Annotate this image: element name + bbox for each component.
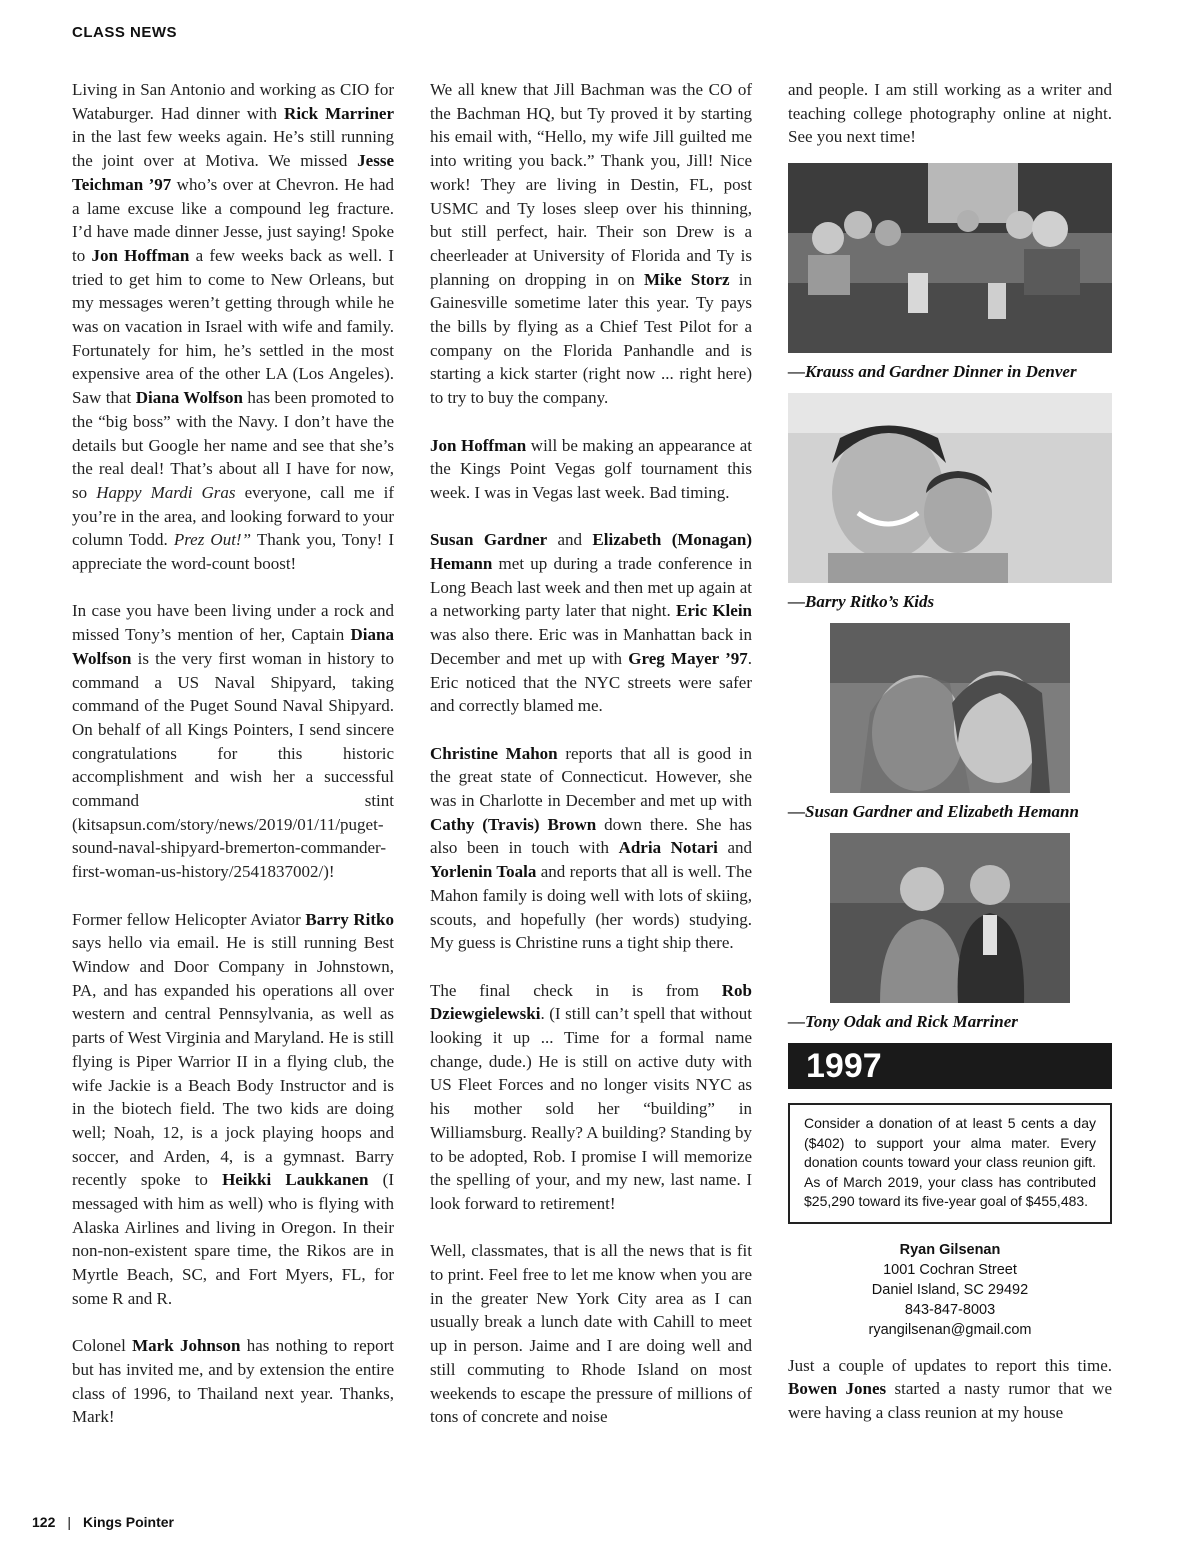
text-run: . (I still can’t spell that without looking it up ... Time for a formal name change, dude.) He is still on active duty with US Fleet Forces and no longer visits NYC as his mother sold her “building” in Williamsburg. Really? A building? Standing by to be adopted, Rob. I promise I will memorize the spelling of your, and my new, last name. I look forward to retirement! <box>430 1004 752 1213</box>
publication-name: Kings Pointer <box>83 1514 175 1530</box>
text-run: Former fellow Helicopter Aviator <box>72 909 306 929</box>
photo-caption: —Tony Odak and Rick Marriner <box>788 1012 1018 1032</box>
paragraph <box>430 742 752 955</box>
photo-caption: —Barry Ritko’s Kids <box>788 592 935 612</box>
name-highlight: Mike Storz <box>643 269 730 289</box>
contact-street: 1001 Cochran Street <box>883 1261 1017 1278</box>
photo-dinner-group <box>788 163 1112 353</box>
name-highlight: Diana Wolfson <box>72 625 394 668</box>
text-run: and <box>547 530 593 550</box>
contact-phone: 843-847-8003 <box>904 1301 996 1318</box>
contact-city: Daniel Island, SC 29492 <box>871 1281 1029 1298</box>
paragraph <box>788 78 1112 149</box>
article-column-2 <box>430 78 752 1429</box>
class-year-banner: 1997 <box>788 1043 1112 1089</box>
text-run: has nothing to report but has invited me, and by extension the entire class of 1996, to Thailand next year. Thanks, Mark! <box>72 1336 394 1427</box>
photo-tony-rick <box>830 833 1070 1003</box>
section-label: CLASS NEWS <box>72 24 178 41</box>
name-highlight: Yorlenin Toala <box>430 862 537 882</box>
text-run: Colonel <box>72 1336 133 1356</box>
text-run: and people. I am still working as a writer and teaching college photography online at night. See you next time! <box>788 80 1112 147</box>
photo-caption: —Krauss and Gardner Dinner in Denver <box>788 362 1077 382</box>
page-number: 122 <box>32 1514 56 1530</box>
text-run: in Gainesville sometime later this year. Ty pays the bills by flying as a Chief Test Pilot for a company on the Florida Panhandle and is starting a kick starter (right now ... right here) to try to buy the company. <box>430 269 752 408</box>
text-run: down there. She has also been in touch with <box>430 814 752 858</box>
paragraph <box>430 434 752 505</box>
text-run: Just a couple of updates to report this time. <box>788 1355 1112 1375</box>
name-highlight: Heikki Laukkanen <box>222 1170 369 1190</box>
donation-box: Consider a donation of at least 5 cents a day ($402) to support your alma mater. Every donation counts toward your class reunion gift. As of March 2019, your class has contributed $25,290 toward its five-year goal of $455,483. <box>788 1103 1112 1224</box>
name-highlight: Bowen Jones <box>788 1379 887 1399</box>
text-run: says hello via email. He is still running Best Window and Door Company in Johnstown, PA, and has expanded his operations all over western and central Pennsylvania, as well as parts of West Virginia and Maryland. He is still flying is Piper Warrior II in a flying club, the wife Jackie is a Beach Body Instructor and is in the biotech field. The two kids are doing well; Noah, 12, is a jock playing hoops and soccer, and Arden, 4, is a gymnast. Barry recently spoke to <box>72 933 394 1190</box>
paragraph <box>72 1334 394 1429</box>
name-highlight: Eric Klein <box>675 601 753 621</box>
name-highlight: Barry Ritko <box>305 909 395 929</box>
text-run: has been promoted to the “big boss” with the Navy. I don’t have the details but Google her name and see that she’s the real deal! That’s about all I have for now, so <box>72 388 394 502</box>
photo-kids <box>788 393 1112 583</box>
text-run: is the very first woman in history to command a US Naval Shipyard, taking command of the Puget Sound Naval Shipyard. On behalf of all Kings Pointers, I send sincere congratulations for this historic accomplishment and wish her a successful command stint (kitsapsun.com/story/news/2019/01/11/puget-sound-naval-shipyard-bremerton-commander-first-woman-us-history/2541837002/)! <box>72 648 394 882</box>
name-highlight: Elizabeth (Monagan) Hemann <box>430 530 752 574</box>
paragraph <box>72 78 394 576</box>
text-run: met up during a trade conference in Long Beach last week and then met up again at a networking party later that night. <box>430 554 752 621</box>
text-run: was also there. Eric was in Manhattan back in December and met up with <box>430 625 752 668</box>
text-run: . Eric noticed that the NYC streets were safer and correctly blamed me. <box>430 648 752 716</box>
text-run: in the last few weeks again. He’s still running the joint over at Motiva. We missed <box>72 127 394 171</box>
text-run: a few weeks back as well. I tried to get him to come to New Orleans, but my messages weren’t getting through while he was on vacation in Israel with wife and family. Fortunately for him, he’s settled in the most expensive area of the other LA (Los Angeles). Saw that <box>72 245 394 408</box>
name-highlight: Greg Mayer ’97 <box>628 648 748 668</box>
italic-phrase: Happy Mardi Gras <box>96 482 236 502</box>
text-run: and <box>717 838 752 858</box>
name-highlight: Jesse Teichman ’97 <box>72 151 394 194</box>
text-run: and reports that all is well. The Mahon family is doing well with lots of skiing, scouts, and hopefully (her words) studying. My guess is Christine runs a tight ship there. <box>430 862 752 953</box>
name-highlight: Mark Johnson <box>132 1336 241 1356</box>
text-run: In case you have been living under a rock and missed Tony’s mention of her, Captain <box>72 601 394 645</box>
name-highlight: Adria Notari <box>618 838 718 858</box>
text-run: Well, classmates, that is all the news that is fit to print. Feel free to let me know when you are in the greater New York City area as I can usually break a lunch date with Cahill to meet up in person. Jaime and I are doing well and still commuting to Rhode Island on most weekends to escape the pressure of millions of tons of concrete and noise <box>430 1241 752 1427</box>
footer-separator: | <box>67 1514 71 1530</box>
paragraph <box>788 1354 1112 1425</box>
italic-phrase: Prez Out!” <box>173 530 252 550</box>
text-run: Living in San Antonio and working as CIO for Wataburger. Had dinner with <box>72 80 394 123</box>
paragraph <box>72 599 394 883</box>
text-run: started a nasty rumor that we were having a class reunion at my house <box>788 1379 1113 1423</box>
name-highlight: Jon Hoffman <box>430 435 527 455</box>
name-highlight: Christine Mahon <box>430 743 558 763</box>
article-column-1 <box>72 78 394 1453</box>
name-highlight: Cathy (Travis) Brown <box>430 814 597 834</box>
contact-name: Ryan Gilsenan <box>899 1241 1001 1258</box>
class-contact <box>788 1240 1112 1340</box>
article-column-3 <box>788 78 1112 1425</box>
paragraph <box>430 979 752 1216</box>
paragraph <box>430 78 752 410</box>
page-footer <box>32 1514 174 1530</box>
photo-caption: —Susan Gardner and Elizabeth Hemann <box>788 802 1079 822</box>
paragraph <box>72 908 394 1311</box>
text-run: (I messaged with him as well) who is flying with Alaska Airlines and living in Oregon. In their non-non-existent spare time, the Rikos are in Myrtle Beach, SC, and Fort Myers, FL, for some R and R. <box>72 1170 394 1308</box>
text-run: Thank you, Tony! I appreciate the word-count boost! <box>72 530 394 574</box>
name-highlight: Susan Gardner <box>430 530 548 550</box>
name-highlight: Rick Marriner <box>284 103 394 123</box>
name-highlight: Jon Hoffman <box>91 245 190 265</box>
text-run: who’s over at Chevron. He had a lame excuse like a compound leg fracture. I’d have made dinner Jesse, just saying! Spoke to <box>72 174 394 265</box>
text-run: everyone, call me if you’re in the area, and looking forward to your column Todd. <box>72 482 394 550</box>
paragraph <box>430 528 752 718</box>
text-run: reports that all is good in the great state of Connecticut. However, she was in Charlotte in December and met up with <box>430 743 752 811</box>
text-run: will be making an appearance at the Kings Point Vegas golf tournament this week. I was in Vegas last week. Bad timing. <box>430 435 752 502</box>
contact-email: ryangilsenan@gmail.com <box>868 1321 1032 1338</box>
name-highlight: Rob Dziewgielewski <box>430 980 752 1024</box>
text-run: We all knew that Jill Bachman was the CO of the Bachman HQ, but Ty proved it by starting his email with, “Hello, my wife Jill guilted me into writing you back.” Thank you, Jill! Nice work! They are living in Destin, FL, post USMC and Ty loses sleep over his thinning, but still perfect, hair. Their son Drew is a cheerleader at University of Florida and Ty is planning on dropping in on <box>430 80 752 289</box>
photo-susan-elizabeth <box>830 623 1070 793</box>
text-run: The final check in is from <box>430 980 722 1000</box>
name-highlight: Diana Wolfson <box>135 388 243 408</box>
paragraph <box>430 1239 752 1429</box>
